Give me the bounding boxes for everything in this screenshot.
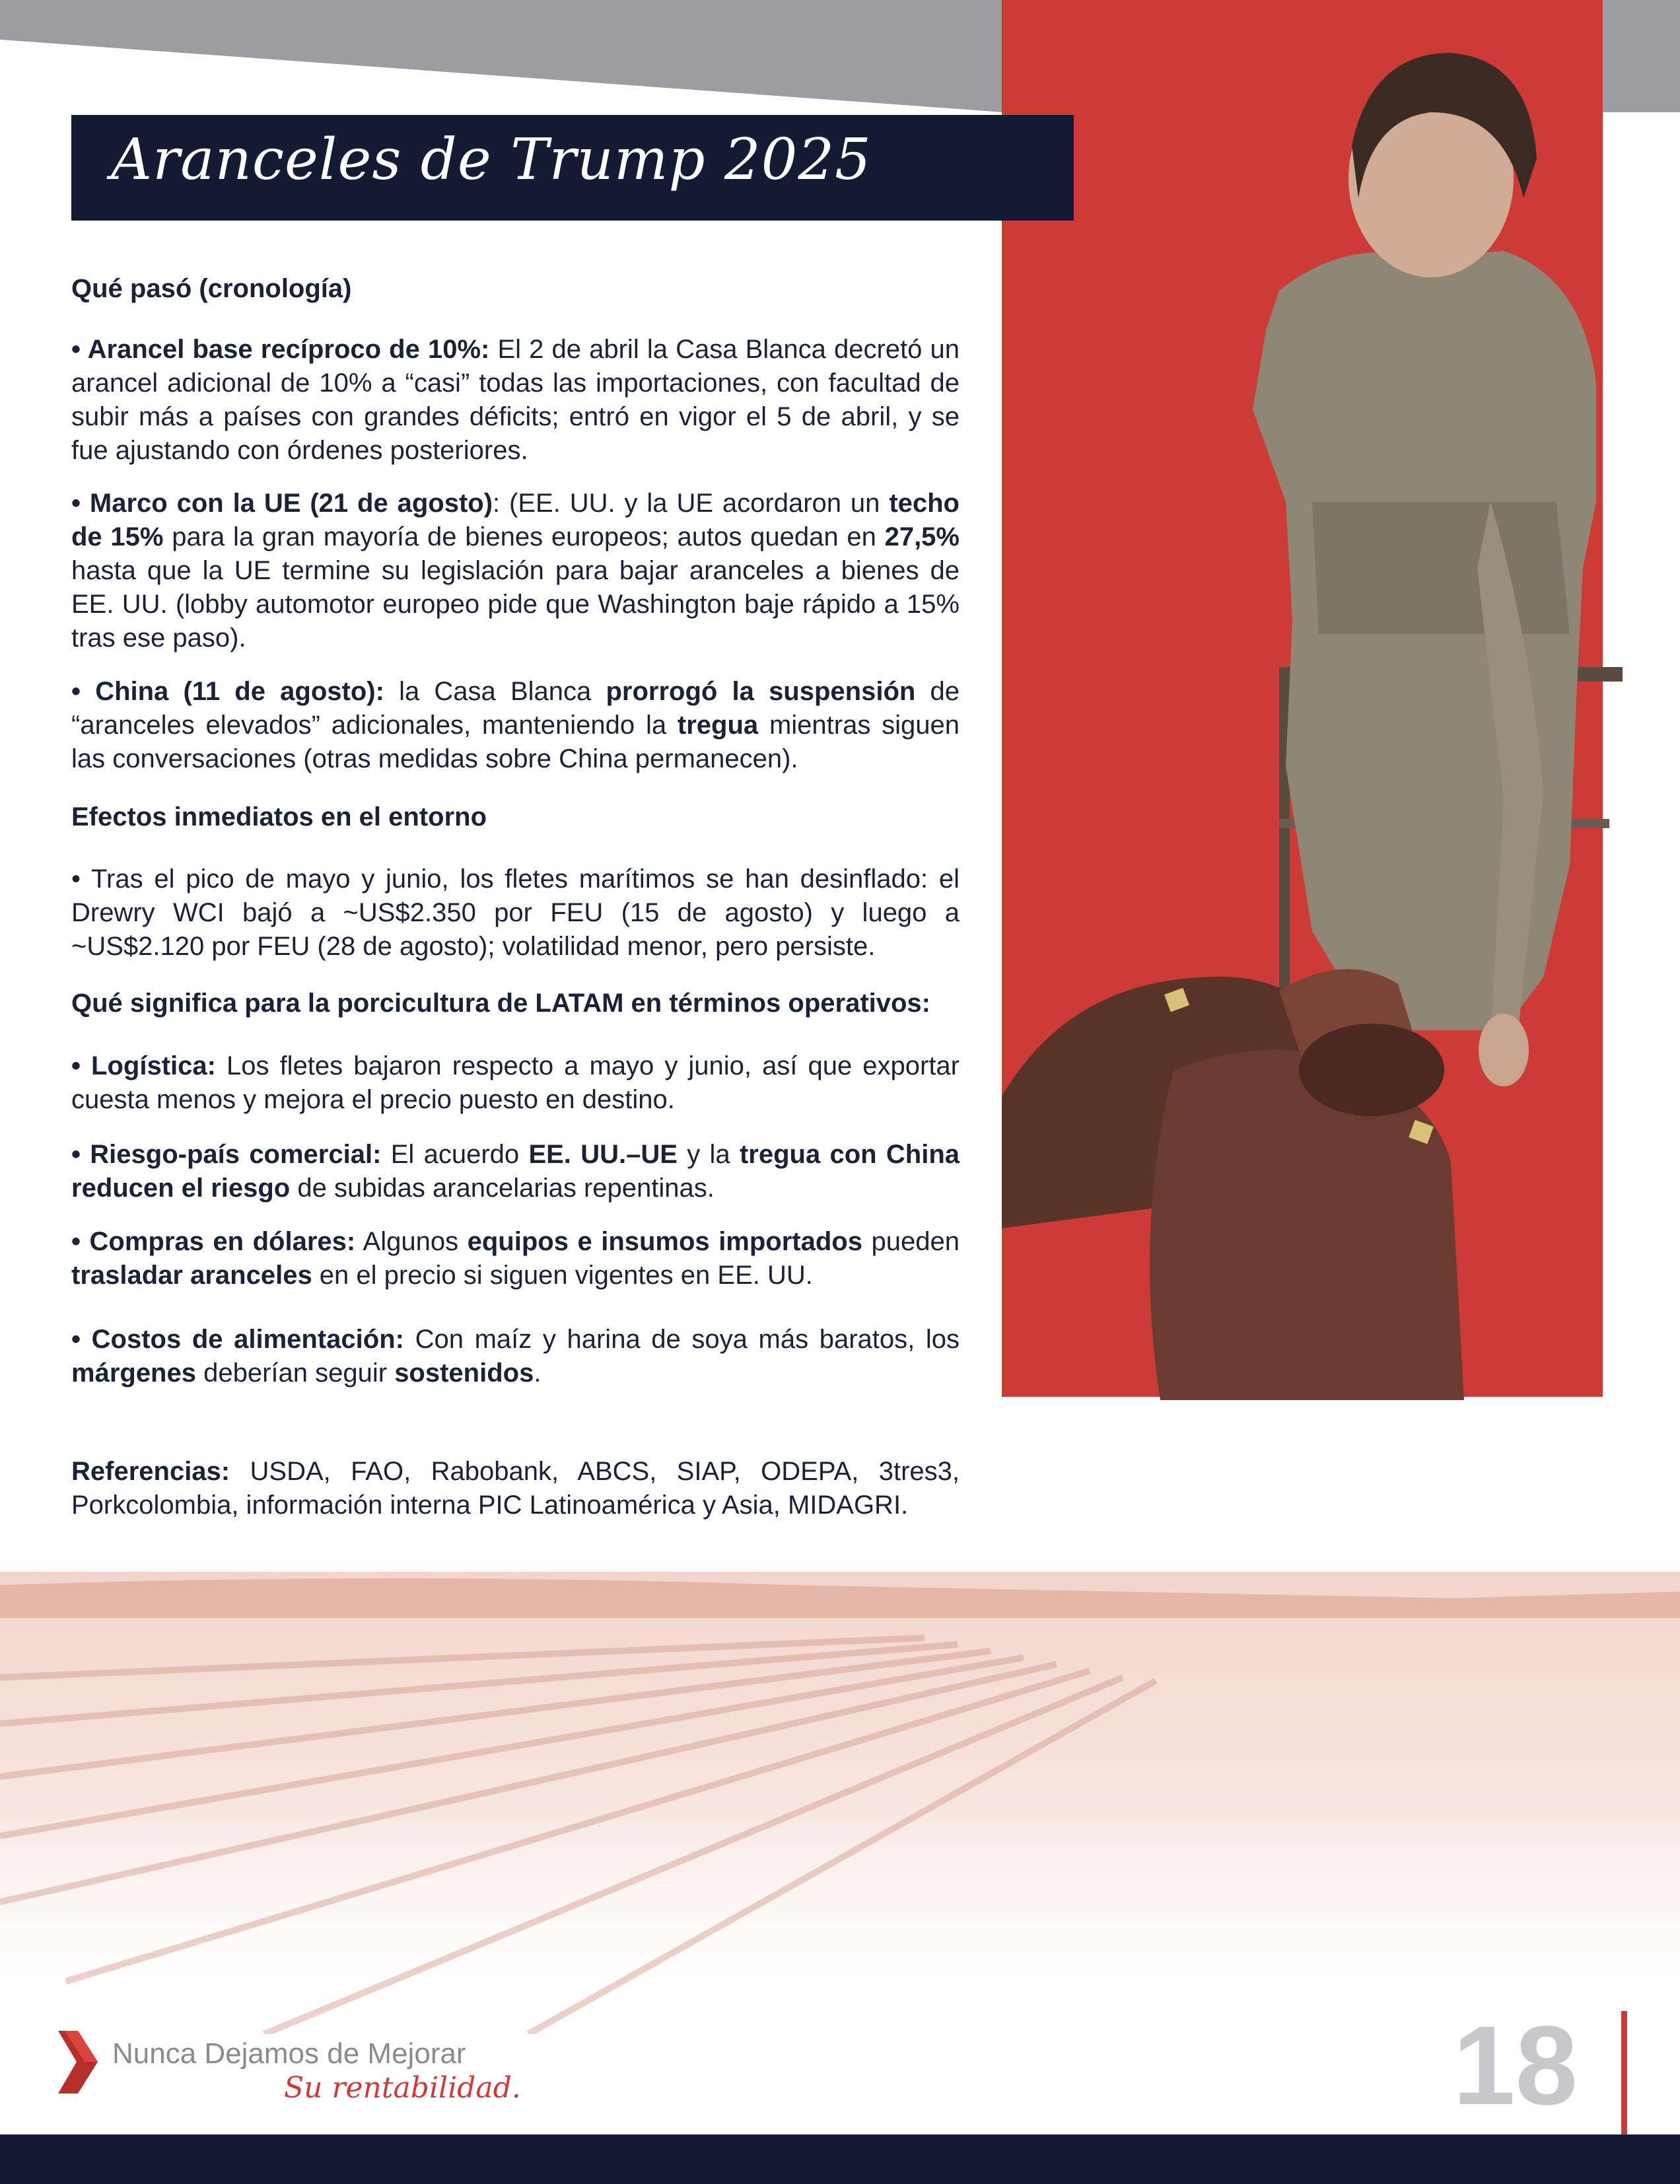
emphasis: EE. UU.–UE <box>528 1140 678 1169</box>
bullet-title: • Compras en dólares: <box>71 1227 356 1256</box>
field-background-image <box>0 1572 1680 2034</box>
footer-bar <box>0 2134 1680 2184</box>
worker-with-pigs-photo <box>1002 40 1636 1400</box>
paragraph-text: de subidas arancelarias repentinas. <box>290 1174 715 1203</box>
paragraph-text: El acuerdo <box>381 1140 529 1169</box>
paragraph-country-risk <box>71 1138 960 1205</box>
bullet-title: • Arancel base recíproco de 10%: <box>71 335 490 364</box>
paragraph-base-tariff <box>71 333 960 468</box>
paragraph-text: El 2 de abril la Casa Blanca decretó un arancel adicional de 10% a “casi” todas las importaciones, con facultad de subir más a países con grandes déficits; entró en vigor el 5 de abril, y se fue ajustando con órdenes posteriores. <box>71 335 960 465</box>
references <box>71 1455 960 1522</box>
bullet-title: • Marco con la UE (21 de agosto) <box>71 489 493 518</box>
paragraph-text: Los fletes bajaron respecto a mayo y junio, así que exportar cuesta menos y mejora el precio puesto en destino. <box>71 1051 960 1114</box>
bullet-title: • Riesgo-país comercial: <box>71 1140 382 1169</box>
paragraph-text: pueden <box>862 1227 960 1256</box>
paragraph-text: : (EE. UU. y la UE acordaron un <box>493 489 890 518</box>
paragraph-text: mientras siguen las conversaciones (otras medidas sobre China permanecen). <box>71 711 960 773</box>
references-text: USDA, FAO, Rabobank, ABCS, SIAP, ODEPA, 3tres3, Porkcolombia, información interna PIC Latinoamérica y Asia, MIDAGRI. <box>71 1457 960 1520</box>
paragraph-text: en el precio si siguen vigentes en EE. UU. <box>312 1261 813 1290</box>
emphasis: tregua <box>677 711 759 740</box>
paragraph-text: deberían seguir <box>195 1358 395 1388</box>
paragraph-logistics <box>71 1049 960 1117</box>
emphasis: equipos e insumos importados <box>467 1227 862 1256</box>
emphasis: sostenidos <box>394 1358 534 1388</box>
emphasis: tregua con China reducen el riesgo <box>71 1140 960 1203</box>
emphasis: márgenes <box>71 1358 196 1388</box>
paragraph-china <box>71 675 960 776</box>
footer-slogan: Nunca Dejamos de Mejorar <box>112 2037 466 2070</box>
paragraph-dollar-purchases <box>71 1225 960 1292</box>
emphasis: prorrogó la suspensión <box>606 677 916 706</box>
bullet-title: • Costos de alimentación: <box>71 1325 404 1354</box>
heading-immediate-effects: Efectos inmediatos en el entorno <box>71 802 487 831</box>
emphasis: techo de 15% <box>71 489 960 551</box>
paragraph-text: de “aranceles elevados” adicionales, manteniendo la <box>71 677 960 740</box>
footer-slogan-sub: Su rentabilidad. <box>284 2071 521 2105</box>
page-number: 18 <box>1453 2003 1578 2129</box>
title-bar <box>71 115 1074 221</box>
paragraph-feed-costs <box>71 1323 960 1390</box>
paragraph-text: para la gran mayoría de bienes europeos; autos quedan en <box>163 522 885 551</box>
paragraph-freight: • Tras el pico de mayo y junio, los fletes marítimos se han desinflado: el Drewry WCI bajó a ~US$2.350 por FEU (15 de agosto) y luego a ~US$2.120 por FEU (28 de agosto); volatilidad menor, pero persiste. <box>71 864 960 961</box>
paragraph-text: y la <box>677 1140 740 1169</box>
emphasis: 27,5% <box>884 522 960 551</box>
paragraph-text: la Casa Blanca <box>384 677 606 706</box>
brand-chevron-icon <box>58 2031 98 2094</box>
page-title: Aranceles de Trump 2025 <box>111 127 872 193</box>
paragraph-text: Con maíz y harina de soya más baratos, los <box>403 1325 960 1354</box>
paragraph-eu-framework <box>71 487 960 655</box>
heading-chronology: Qué pasó (cronología) <box>71 274 352 303</box>
heading-meaning-latam: Qué significa para la porcicultura de LATAM en términos operativos: <box>71 989 930 1018</box>
bullet-title: • China (11 de agosto): <box>71 677 384 706</box>
bullet-title: • Logística: <box>71 1051 216 1080</box>
references-label: Referencias: <box>71 1457 230 1486</box>
paragraph-text: . <box>534 1358 542 1388</box>
emphasis: trasladar aranceles <box>71 1261 312 1290</box>
paragraph-text: Algunos <box>355 1227 468 1256</box>
paragraph-text: hasta que la UE termine su legislación para bajar aranceles a bienes de EE. UU. (lobby automotor europeo pide que Washington baje rápido a 15% tras ese paso). <box>71 556 960 652</box>
